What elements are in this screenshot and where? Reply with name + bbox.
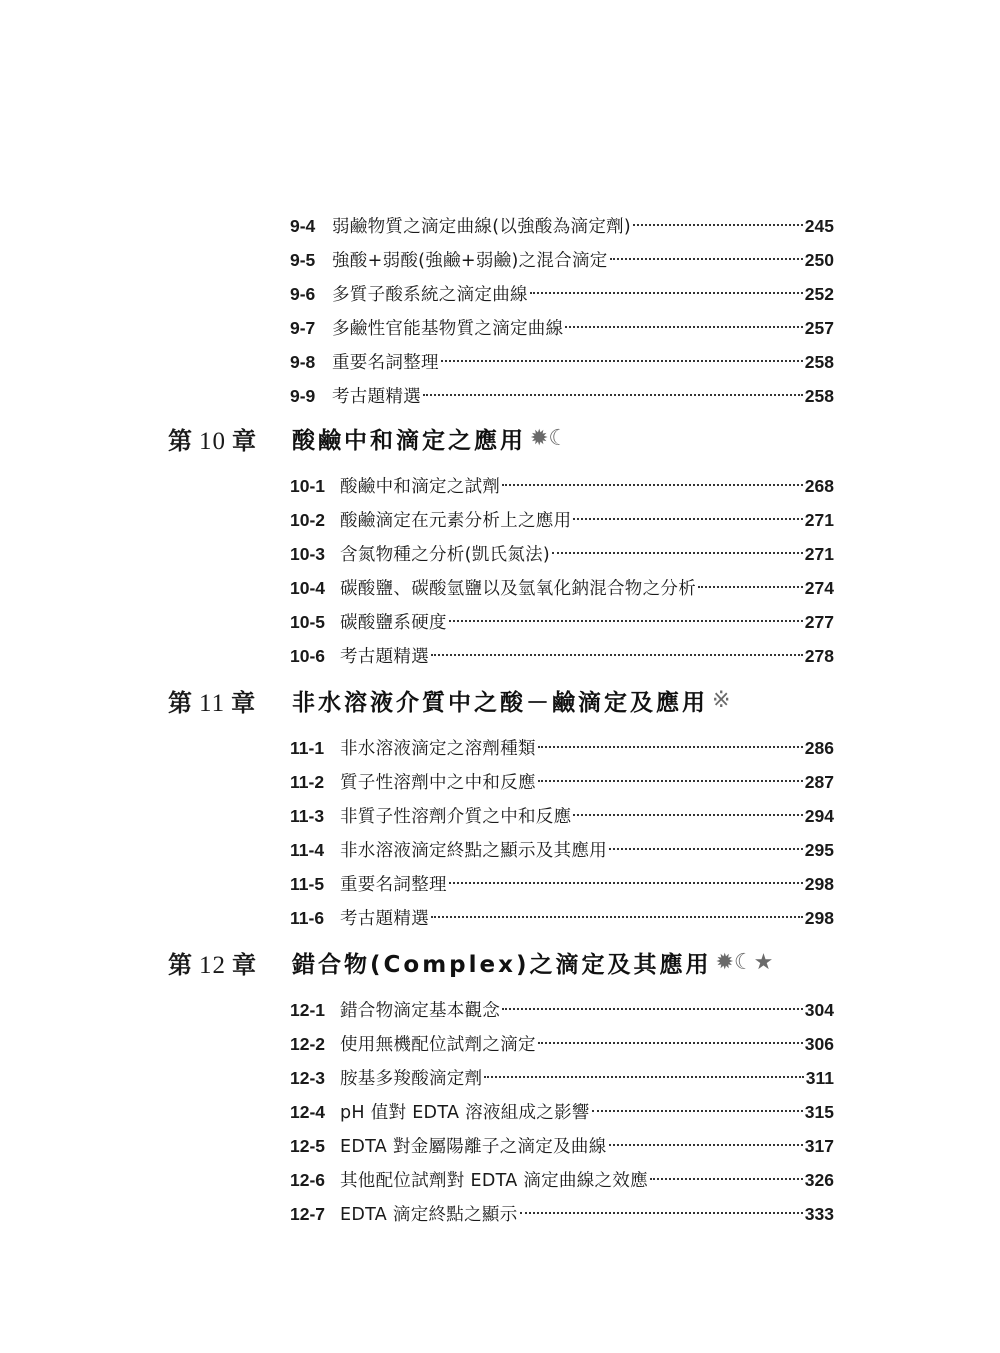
toc-entry[interactable] — [290, 532, 834, 565]
dot-leader — [609, 1124, 803, 1152]
dot-leader — [449, 862, 803, 890]
section-number: 12-4 — [290, 1102, 326, 1122]
section-title: 含氮物種之分析(凱氏氮法) — [340, 545, 551, 565]
toc-entry[interactable] — [290, 374, 834, 407]
toc-entry[interactable] — [290, 340, 834, 373]
section-number: 9-8 — [290, 352, 316, 372]
dot-leader — [484, 1056, 803, 1084]
section-title: 多質子酸系統之滴定曲線 — [332, 285, 528, 305]
section-title: 考古題精選 — [340, 909, 429, 929]
toc-entry[interactable] — [290, 760, 834, 793]
chapter-suffix: 章 — [232, 425, 257, 455]
toc-entry[interactable] — [290, 238, 834, 271]
toc-entry[interactable] — [290, 726, 834, 759]
dot-leader — [538, 760, 803, 788]
section-number: 11-6 — [290, 908, 325, 928]
section-number: 9-5 — [290, 250, 316, 270]
page-number: 298 — [804, 908, 834, 928]
difficulty-marks-icon: ✹☾★ — [715, 949, 774, 975]
page-number: 257 — [804, 318, 834, 338]
section-number: 10-1 — [290, 476, 326, 496]
page-number: 245 — [804, 216, 834, 236]
section-number: 11-5 — [290, 874, 325, 894]
dot-leader — [538, 726, 803, 754]
page-number: 258 — [804, 386, 834, 406]
dot-leader — [573, 498, 802, 526]
toc-entry[interactable] — [290, 1056, 834, 1089]
chapter-suffix: 章 — [232, 949, 257, 979]
dot-leader — [530, 272, 803, 300]
toc-entry[interactable] — [290, 988, 834, 1021]
section-title: 非水溶液滴定之溶劑種類 — [340, 739, 536, 759]
toc-entry[interactable] — [290, 464, 834, 497]
section-title: pH 值對 EDTA 溶液組成之影響 — [340, 1103, 590, 1123]
page-number: 252 — [804, 284, 834, 304]
toc-entry[interactable] — [290, 1124, 834, 1157]
section-number: 9-6 — [290, 284, 316, 304]
toc-entry[interactable] — [290, 272, 834, 305]
dot-leader — [565, 306, 802, 334]
page-number: 333 — [804, 1204, 834, 1224]
section-number: 12-7 — [290, 1204, 326, 1224]
page-number: 287 — [804, 772, 834, 792]
section-title: EDTA 對金屬陽離子之滴定及曲線 — [340, 1137, 607, 1157]
dot-leader — [423, 374, 803, 402]
section-title: 酸鹼中和滴定之試劑 — [340, 477, 501, 497]
section-title: 弱鹼物質之滴定曲線(以強酸為滴定劑) — [332, 217, 632, 237]
dot-leader — [520, 1192, 803, 1220]
section-number: 12-6 — [290, 1170, 326, 1190]
toc-entry[interactable] — [290, 566, 834, 599]
section-number: 11-4 — [290, 840, 325, 860]
toc-entry[interactable] — [290, 306, 834, 339]
section-number: 10-4 — [290, 578, 326, 598]
difficulty-marks-icon: ✹☾ — [530, 425, 569, 451]
section-number: 10-2 — [290, 510, 326, 530]
section-title: EDTA 滴定終點之顯示 — [340, 1205, 518, 1225]
chapter-label — [168, 945, 292, 980]
toc-entry[interactable] — [290, 1192, 834, 1225]
chapter-heading[interactable] — [168, 680, 848, 720]
section-number: 9-7 — [290, 318, 316, 338]
chapter-number: 12 — [199, 951, 226, 979]
section-number: 10-6 — [290, 646, 326, 666]
toc-entry[interactable] — [290, 794, 834, 827]
page-number: 271 — [804, 544, 834, 564]
dot-leader — [650, 1158, 803, 1186]
page-number: 286 — [804, 738, 834, 758]
section-number: 12-2 — [290, 1034, 326, 1054]
chapter-number: 10 — [199, 427, 226, 455]
section-title: 多鹼性官能基物質之滴定曲線 — [332, 319, 564, 339]
page-number: 306 — [804, 1034, 834, 1054]
section-number: 9-4 — [290, 216, 316, 236]
toc-entry[interactable] — [290, 862, 834, 895]
dot-leader — [538, 1022, 803, 1050]
chapter-title: 酸鹼中和滴定之應用 — [292, 427, 526, 454]
section-title: 錯合物滴定基本觀念 — [340, 1001, 501, 1021]
chapter-prefix: 第 — [168, 687, 193, 717]
dot-leader — [449, 600, 803, 628]
page-number: 317 — [804, 1136, 834, 1156]
section-title: 質子性溶劑中之中和反應 — [340, 773, 536, 793]
dot-leader — [609, 828, 803, 856]
section-title: 碳酸鹽系硬度 — [340, 613, 447, 633]
page-number: 278 — [804, 646, 834, 666]
dot-leader — [552, 532, 803, 560]
dot-leader — [573, 794, 802, 822]
section-number: 10-3 — [290, 544, 326, 564]
page-number: 271 — [804, 510, 834, 530]
page-number: 315 — [804, 1102, 834, 1122]
section-title: 碳酸鹽、碳酸氫鹽以及氫氧化鈉混合物之分析 — [340, 579, 696, 599]
page-number: 268 — [804, 476, 834, 496]
toc-entry[interactable] — [290, 896, 834, 929]
page-number: 304 — [804, 1000, 834, 1020]
page-number: 311 — [805, 1068, 834, 1088]
dot-leader — [502, 988, 803, 1016]
toc-entry[interactable] — [290, 600, 834, 633]
section-title: 其他配位試劑對 EDTA 滴定曲線之效應 — [340, 1171, 648, 1191]
section-number: 12-1 — [290, 1000, 326, 1020]
section-title: 胺基多羧酸滴定劑 — [340, 1069, 483, 1089]
chapter-label — [168, 683, 292, 718]
dot-leader — [698, 566, 803, 594]
section-title: 重要名詞整理 — [332, 353, 439, 373]
toc-entry[interactable] — [290, 634, 834, 667]
section-title: 非水溶液滴定終點之顯示及其應用 — [340, 841, 607, 861]
page-number: 277 — [804, 612, 834, 632]
section-number: 11-2 — [290, 772, 325, 792]
section-number: 12-3 — [290, 1068, 326, 1088]
chapter-heading[interactable] — [168, 942, 848, 982]
chapter-title: 非水溶液介質中之酸－鹼滴定及應用 — [292, 689, 708, 716]
dot-leader — [610, 238, 803, 266]
page-number: 295 — [804, 840, 834, 860]
difficulty-marks-icon: ※ — [712, 687, 731, 713]
dot-leader — [592, 1090, 803, 1118]
section-title: 使用無機配位試劑之滴定 — [340, 1035, 536, 1055]
section-title: 考古題精選 — [340, 647, 429, 667]
page-number: 258 — [804, 352, 834, 372]
chapter-number: 11 — [199, 689, 226, 717]
section-title: 非質子性溶劑介質之中和反應 — [340, 807, 572, 827]
section-number: 10-5 — [290, 612, 326, 632]
page-number: 326 — [804, 1170, 834, 1190]
toc-entry[interactable] — [290, 204, 834, 237]
page-number: 294 — [804, 806, 834, 826]
chapter-label — [168, 421, 292, 456]
page-number: 298 — [804, 874, 834, 894]
toc-entry[interactable] — [290, 498, 834, 531]
chapter-heading[interactable] — [168, 418, 848, 458]
section-title: 酸鹼滴定在元素分析上之應用 — [340, 511, 572, 531]
toc-entry[interactable] — [290, 1090, 834, 1123]
dot-leader — [633, 204, 803, 232]
page-number: 250 — [804, 250, 834, 270]
section-title: 重要名詞整理 — [340, 875, 447, 895]
chapter-suffix: 章 — [231, 687, 257, 717]
chapter-prefix: 第 — [168, 949, 193, 979]
section-number: 12-5 — [290, 1136, 326, 1156]
dot-leader — [502, 464, 803, 492]
page-number: 274 — [804, 578, 834, 598]
toc-entry[interactable] — [290, 1022, 834, 1055]
section-number: 9-9 — [290, 386, 316, 406]
chapter-title: 錯合物(Complex)之滴定及其應用 — [292, 951, 712, 978]
dot-leader — [431, 634, 803, 662]
toc-entry[interactable] — [290, 828, 834, 861]
section-title: 考古題精選 — [332, 387, 421, 407]
section-number: 11-1 — [290, 738, 325, 758]
dot-leader — [441, 340, 803, 368]
toc-entry[interactable] — [290, 1158, 834, 1191]
section-number: 11-3 — [290, 806, 325, 826]
dot-leader — [431, 896, 803, 924]
chapter-prefix: 第 — [168, 425, 193, 455]
section-title: 強酸+弱酸(強鹼+弱鹼)之混合滴定 — [332, 251, 608, 271]
